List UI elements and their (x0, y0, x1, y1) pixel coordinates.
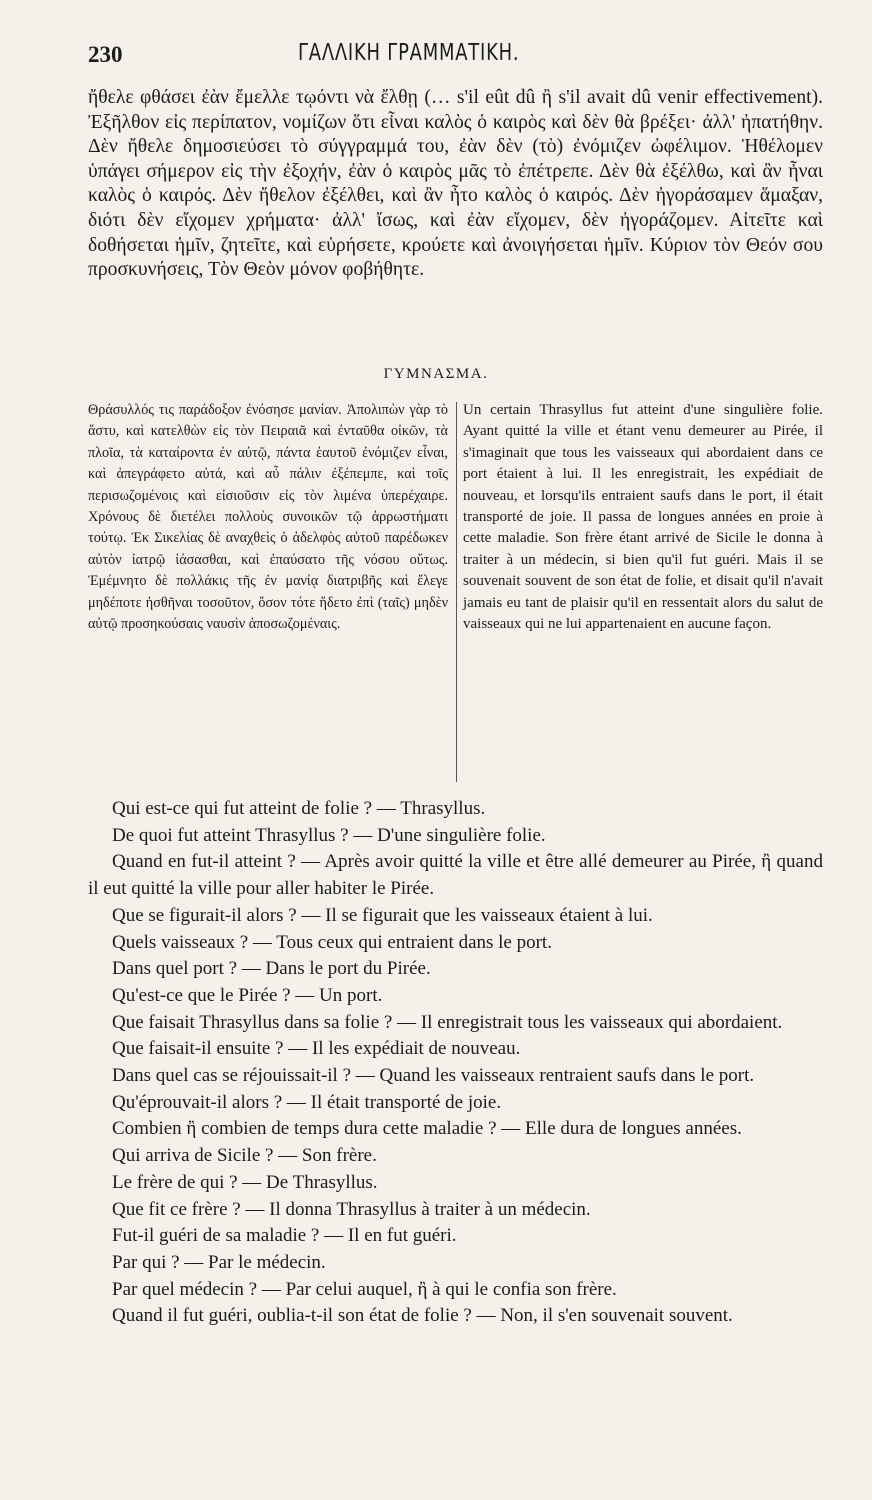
page-number: 230 (88, 42, 123, 67)
qa-item: Fut-il guéri de sa maladie ? — Il en fut guéri. (112, 1225, 457, 1247)
qa-item: Que se figurait-il alors ? — Il se figurait que les vaisseaux étaient à lui. (112, 904, 653, 926)
question-answer-list (88, 796, 823, 1330)
qa-item: Quand en fut-il atteint ? — Après avoir quitté la ville et être allé demeurer au Pirée, ἢ quand il eut quitté la ville pour aller habiter le Pirée. (88, 851, 823, 900)
qa-item: Qui arriva de Sicile ? — Son frère. (112, 1145, 377, 1167)
qa-item: De quoi fut atteint Thrasyllus ? — D'une singulière folie. (112, 824, 546, 846)
qa-item: Quand il fut guéri, oublia-t-il son état de folie ? — Non, il s'en souvenait souvent. (112, 1305, 733, 1327)
qa-item: Que faisait-il ensuite ? — Il les expédiait de nouveau. (112, 1038, 521, 1060)
qa-item: Le frère de qui ? — De Thrasyllus. (112, 1171, 378, 1193)
qa-item: Que faisait Thrasyllus dans sa folie ? — Il enregistrait tous les vaisseaux qui abordaient. (112, 1011, 783, 1033)
qa-item: Qui est-ce qui fut atteint de folie ? — Thrasyllus. (112, 798, 486, 819)
qa-item: Qu'est-ce que le Pirée ? — Un port. (112, 984, 383, 1006)
exercise-greek-column: Θράσυλλός τις παράδοξον ἐνόσησε μανίαν. Ἀπολιπὼν γὰρ τὸ ἄστυ, καὶ κατελθὼν εἰς τὸν Πειραιᾶ καὶ ἐνταῦθα οἰκῶν, τὰ πλοῖα, τὰ καταίροντα ἐν αὐτῷ, πάντα ἑαυτοῦ ἐνόμιζεν εἶναι, καὶ ἀπεγράφετο αὐτά, καὶ αὖ πάλιν ἐξέπεμπε, καὶ τοῖς περισωζομένοις καὶ εἰσιοῦσιν εἰς τὸν λιμένα ὑπερέχαιρε. Χρόνους δὲ διετέλει πολλοὺς συνοικῶν τῷ ἀρρωστήματι τούτῳ. Ἐκ Σικελίας δὲ αναχθεὶς ὁ ἀδελφὸς αὐτοῦ παρέδωκεν αὐτὸν ἰατρῷ ἰάσασθαι, καὶ ἐπαύσατο τῆς νόσου οὕτως. Ἐμέμνητο δὲ πολλάκις τῆς ἐν μανίᾳ διατριβῆς καὶ ἔλεγε μηδέποτε ἡσθῆναι τοσοῦτον, ὅσον τότε ἥδετο ἐπὶ (ταῖς) μηδὲν αὐτῷ προσηκούσαις ναυσὶν ἀποσωζομέναις. (88, 402, 448, 633)
exercise-french-column: Un certain Thrasyllus fut atteint d'une singulière folie. Ayant quitté la ville et étant venu demeurer au Pirée, il s'imaginait que tous les vaisseaux qui abordaient dans ce port étaient à lui. Il les enregistrait, les expédiait de nouveau, et lorsqu'ils entraient saufs dans le port, il était transporté de joie. Il passa de longues années en proie à cette maladie. Son frère étant arrivé de Sicile le donna à traiter à un médecin, si bien qu'il fut guéri. Mais il se souvenait souvent de son état de folie, et disait qu'il n'avait jamais eu tant de plaisir qu'il en ressentait alors du salut de vaisseaux qui ne lui appartenaient en aucune façon. (463, 402, 823, 633)
qa-item: Par quel médecin ? — Par celui auquel, ἢ à qui le confia son frère. (112, 1278, 617, 1300)
page-header (88, 40, 823, 74)
qa-item: Combien ἢ combien de temps dura cette maladie ? — Elle dura de longues années. (112, 1118, 742, 1140)
qa-item: Quels vaisseaux ? — Tous ceux qui entraient dans le port. (112, 931, 552, 953)
qa-item: Dans quel cas se réjouissait-il ? — Quand les vaisseaux rentraient saufs dans le port. (112, 1065, 755, 1087)
qa-item: Qu'éprouvait-il alors ? — Il était transporté de joie. (112, 1091, 502, 1113)
column-divider (456, 402, 457, 782)
running-title: ΓΑΛΛΙΚΗ ΓΡΑΜΜΑΤΙΚΗ. (298, 40, 520, 66)
qa-item: Dans quel port ? — Dans le port du Pirée. (112, 958, 431, 980)
intro-paragraph: ἤθελε φθάσει ἐὰν ἔμελλε τῳόντι νὰ ἔλθῃ (… s'il eût dû ἢ s'il avait dû venir effectivement). Ἐξῆλθον εἰς περίπατον, νομίζων ὅτι εἶναι καλὸς ὁ καιρὸς καὶ δὲν θὰ βρέξει· ἀλλ' ἠπατήθην. Δὲν ἤθελε δημοσιεύσει τὸ σύγγραμμά του, ἐὰν δὲν (τὸ) ἐνόμιζεν ὠφέλιμον. Ἠθέλομεν ὑπάγει σήμερον εἰς τὴν ἐξοχήν, ἐὰν ὁ καιρὸς μᾶς τὸ ἐπέτρεπε. Δὲν θὰ ἐξέλθω, καὶ ἂν ἦναι καλὸς ὁ καιρός. Δὲν ἤθελον ἐξέλθει, καὶ ἂν ἦτο καλὸς ὁ καιρός. Δὲν ἠγοράσαμεν ἅμαξαν, διότι δὲν εἴχομεν χρήματα· ἀλλ' ἴσως, καὶ ἐὰν εἴχομεν, δὲν ἠγοράζομεν. Αἰτεῖτε καὶ δοθήσεται ἡμῖν, ζητεῖτε, καὶ εὑρήσετε, κρούετε καὶ ἀνοιγήσεται ἡμῖν. Κύριον τὸν Θεόν σου προσκυνήσεις, Τὸν Θεὸν μόνον φοβήθητε. (88, 87, 823, 281)
qa-item: Que fit ce frère ? — Il donna Thrasyllus à traiter à un médecin. (112, 1198, 591, 1220)
exercise-title: ΓΥΜΝΑΣΜΑ. (383, 366, 489, 382)
qa-item: Par qui ? — Par le médecin. (112, 1251, 326, 1273)
